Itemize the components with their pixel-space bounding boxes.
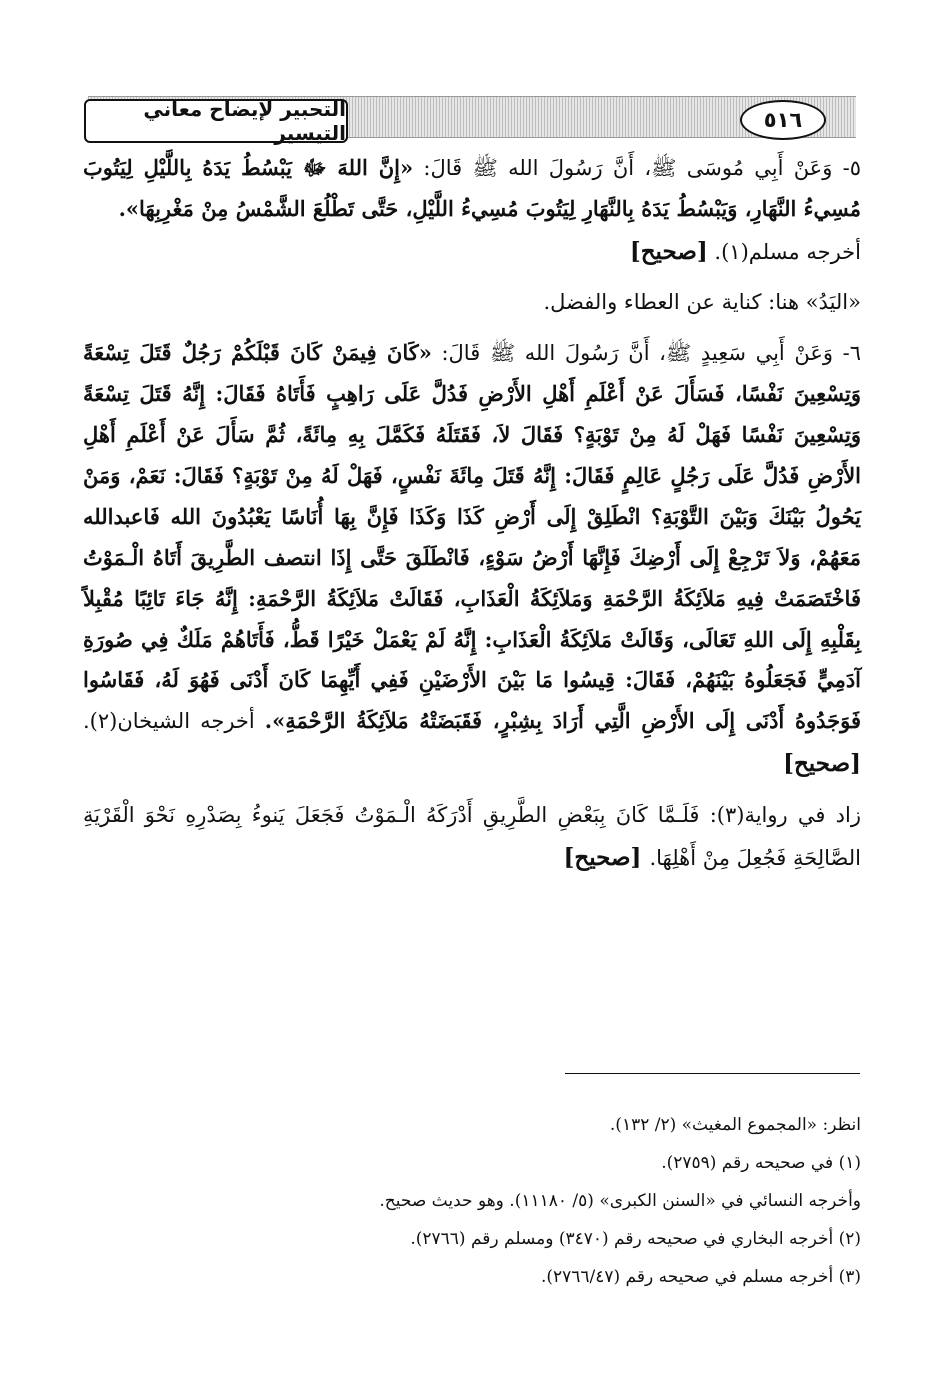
hadith-6-text: «كَانَ فِيمَنْ كَانَ قَبْلَكُمْ رَجُلٌ قَتَلَ تِسْعَةً وَتِسْعِينَ نَفْسًا، فَسَأَلَ عَنْ أَعْلَمِ أَهْلِ الأَرْضِ فَدُلَّ عَلَى رَاهِبٍ فَأَتَاهُ فَقَالَ: إِنَّهُ قَتَلَ تِسْعَةً وَتِسْعِينَ نَفْسًا فَهَلْ لَهُ مِنْ تَوْبَةٍ؟ فَقَالَ لاَ، فَقَتَلَهُ فَكَمَّلَ بِهِ مِائَةً، ثُمَّ سَأَلَ عَنْ أَعْلَمِ أَهْلِ الأَرْضِ فَدُلَّ عَلَى رَجُلٍ عَالِمٍ فَقَالَ: إِنَّهُ قَتَلَ مِائَةَ نَفْسٍ، فَهَلْ لَهُ مِنْ تَوْبَةٍ؟ فَقَالَ: نَعَمْ، وَمَنْ يَحُولُ بَيْنَكَ وَبَيْنَ التَّوْبَةِ؟ انْطَلِقْ إِلَى أَرْضِ كَذَا وَكَذَا فَإِنَّ بِهَا أُنَاسًا يَعْبُدُونَ الله فَاعبدالله مَعَهُمْ، وَلاَ تَرْجِعْ إِلَى أَرْضِكَ فَإِنَّهَا أَرْضُ سَوْءٍ، فَانْطَلَقَ حَتَّى إِذَا انتصف الطَّرِيقَ أَتَاهُ الْـمَوْتُ فَاخْتَصَمَتْ فِيهِ مَلاَئِكَةُ الرَّحْمَةِ وَمَلاَئِكَةُ الْعَذَابِ، فَقَالَتْ مَلاَئِكَةُ الرَّحْمَةِ: إِنَّهُ جَاءَ تَائِبًا مُقْبِلاً بِقَلْبِهِ إِلَى اللهِ تَعَالَى، وَقَالَتْ مَلاَئِكَةُ الْعَذَابِ: إِنَّهُ لَمْ يَعْمَلْ خَيْرًا قَطُّ، فَأَتَاهُمْ مَلَكٌ فِي صُورَةِ آدَمِيٍّ فَجَعَلُوهُ بَيْنَهُمْ، فَقَالَ: قِيسُوا مَا بَيْنَ الأَرْضَيْنِ فَفِي أَيِّهِمَا كَانَ أَدْنَى فَهُوَ لَهُ، فَقَاسُوا فَوَجَدُوهُ أَدْنَى إِلَى الأَرْضِ الَّتِي أَرَادَ بِشِبْرٍ، فَقَبَضَتْهُ مَلاَئِكَةُ الرَّحْمَةِ».: [83, 340, 861, 734]
page-number: ٥١٦: [740, 100, 826, 140]
hadith-6-intro: ٦- وَعَنْ أَبِي سَعِيدٍ ﷺ، أَنَّ رَسُولَ الله ﷺ قَالَ:: [431, 341, 861, 366]
footnote-line: (٣) أخرجه مسلم في صحيحه رقم (٢٧٦٦/٤٧).: [540, 1267, 861, 1287]
additional-narration: [83, 796, 861, 880]
hadith-5-grade: [صحيح]: [629, 237, 708, 265]
footnote-line: (١) في صحيحه رقم (٢٧٥٩).: [661, 1153, 861, 1173]
hadith-6-grade: [صحيح]: [783, 750, 861, 778]
hadith-6-source: أخرجه الشيخان(٢).: [83, 709, 265, 734]
hadith-5-text: «إِنَّ اللهَ ﷻ يَبْسُطُ يَدَهُ بِاللَّيْلِ لِيَتُوبَ مُسِيءُ النَّهَارِ، وَيَبْسُطُ يَدَهُ بِالنَّهَارِ لِيَتُوبَ مُسِيءُ اللَّيْلِ، حَتَّى تَطْلُعَ الشَّمْسُ مِنْ مَغْرِبِهَا».: [83, 155, 861, 221]
narration-text: فَلَـمَّا كَانَ بِبَعْضِ الطَّرِيقِ أَدْرَكَهُ الْـمَوْتُ فَجَعَلَ يَنوءُ بِصَدْرِهِ نَحْوَ الْقَرْيَةِ الصَّالِحَةِ فَجُعِلَ مِنْ أَهْلِهَا.: [83, 802, 861, 870]
main-text: [83, 148, 861, 890]
footnotes: [83, 1106, 861, 1296]
footnote-line: وأخرجه النسائي في «السنن الكبرى» (٥/ ١١١٨٠). وهو حديث صحيح.: [379, 1191, 861, 1211]
explanation-yad: «اليَدُ» هنا: كناية عن العطاء والفضل.: [543, 290, 861, 315]
narration-grade: [صحيح]: [563, 843, 650, 871]
footnote-separator: [565, 1073, 860, 1074]
footnote-line: انظر: «المجموع المغيث» (٢/ ١٣٢).: [609, 1115, 861, 1135]
hadith-5: [83, 148, 861, 273]
book-title: التحبير لإيضاح معاني التيسير: [84, 99, 348, 143]
hadith-5-intro: ٥- وَعَنْ أَبِي مُوسَى ﷺ، أَنَّ رَسُولَ الله ﷺ قَالَ:: [413, 156, 861, 180]
hadith-5-source: أخرجه مسلم(١).: [707, 239, 861, 264]
narration-intro: زاد في رواية(٣):: [699, 802, 861, 827]
footnote-line: (٢) أخرجه البخاري في صحيحه رقم (٣٤٧٠) ومسلم رقم (٢٧٦٦).: [410, 1229, 861, 1249]
hadith-6: [83, 333, 861, 786]
